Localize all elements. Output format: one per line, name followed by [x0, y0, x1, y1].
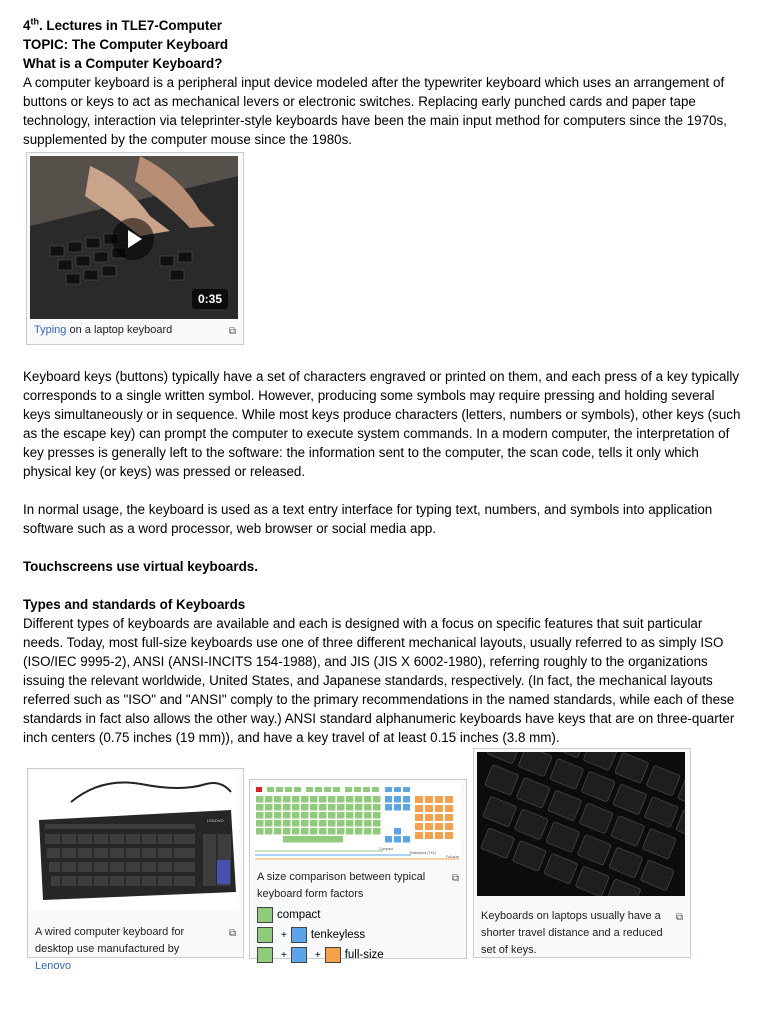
- layout-key: [403, 796, 410, 803]
- layout-key: [435, 823, 443, 830]
- layout-key: [364, 804, 372, 811]
- layout-key: [385, 787, 392, 792]
- layout-key: [385, 804, 392, 811]
- brand-mark: LENOVO: [207, 818, 224, 823]
- legend-compact: [257, 905, 459, 925]
- layout-key: [306, 787, 313, 792]
- layout-key: [328, 828, 336, 835]
- layout-key: [394, 828, 401, 835]
- layout-key: [319, 812, 327, 819]
- layout-key: [301, 796, 309, 803]
- layout-key: [319, 828, 327, 835]
- layout-key: [403, 836, 410, 843]
- layout-key: [425, 823, 433, 830]
- layout-key: [256, 812, 264, 819]
- layout-key: [267, 787, 274, 792]
- green-swatch: [257, 947, 273, 963]
- laptop-caption-text: Keyboards on laptops usually have a shorter travel distance and a reduced set of keys.: [481, 910, 663, 956]
- layout-key: [301, 804, 309, 811]
- layout-key: [364, 828, 372, 835]
- layout-key: [274, 804, 282, 811]
- layout-key: [435, 796, 443, 803]
- lecture-number: 4: [23, 18, 31, 33]
- paragraph-usage: In normal usage, the keyboard is used as a text entry interface for typing text, numbers, and symbols into application software such as a word processor, web browser or social media app.: [23, 502, 713, 536]
- green-swatch: [257, 907, 273, 923]
- layout-key: [355, 812, 363, 819]
- diagram-label-tenkeyless: Tenkeyless (TKL): [409, 851, 437, 855]
- layout-key: [274, 820, 282, 827]
- layout-key: [337, 828, 345, 835]
- layout-key: [403, 787, 410, 792]
- layout-key: [310, 804, 318, 811]
- layout-key: [274, 812, 282, 819]
- size-comparison-caption: [253, 866, 463, 903]
- wired-keyboard-caption: [31, 921, 240, 975]
- legend-label-tenkeyless: tenkeyless: [310, 929, 366, 941]
- legend-tenkeyless: [257, 925, 459, 945]
- layout-key: [415, 823, 423, 830]
- layout-key: [415, 832, 423, 839]
- layout-key: [394, 787, 401, 792]
- layout-key: [345, 787, 352, 792]
- layout-key: [425, 832, 433, 839]
- layout-key: [256, 804, 264, 811]
- laptop-keyboard-figure: [473, 748, 691, 958]
- layout-key: [265, 812, 273, 819]
- layout-key: [310, 812, 318, 819]
- layout-key: [256, 828, 264, 835]
- layout-key: [276, 787, 283, 792]
- typing-link[interactable]: Typing: [34, 324, 67, 336]
- diagram-label-compact: Compact: [379, 847, 394, 851]
- layout-key: [274, 828, 282, 835]
- wired-caption-text: A wired computer keyboard for desktop use manufactured by: [35, 926, 185, 955]
- layout-key: [364, 820, 372, 827]
- layout-key: [425, 796, 433, 803]
- layout-key: [283, 804, 291, 811]
- layout-key: [346, 796, 354, 803]
- layout-key: [355, 804, 363, 811]
- layout-key: [355, 828, 363, 835]
- layout-key: [292, 796, 300, 803]
- layout-key: [265, 804, 273, 811]
- lenovo-link[interactable]: Lenovo: [35, 960, 72, 972]
- layout-key: [328, 812, 336, 819]
- layout-key: [319, 796, 327, 803]
- wired-keyboard-image: [31, 772, 239, 910]
- layout-key: [294, 787, 301, 792]
- section-heading-types: Types and standards of Keyboards: [23, 597, 246, 612]
- plus-sign: +: [281, 929, 287, 941]
- size-comparison-figure: [249, 779, 467, 959]
- video-figure: [26, 152, 244, 345]
- touchscreen-note: Touchscreens use virtual keyboards.: [23, 559, 258, 574]
- layout-key: [363, 787, 370, 792]
- layout-key: [373, 796, 381, 803]
- layout-key: [301, 820, 309, 827]
- layout-key: [333, 787, 340, 792]
- legend-label-compact: compact: [277, 909, 321, 921]
- layout-key: [346, 812, 354, 819]
- video-duration: 0:35: [192, 289, 228, 309]
- layout-key: [403, 804, 410, 811]
- layout-key: [265, 828, 273, 835]
- layout-key: [315, 787, 322, 792]
- size-legend: [253, 903, 463, 965]
- video-caption: [30, 319, 240, 339]
- layout-key: [283, 820, 291, 827]
- layout-key: [292, 812, 300, 819]
- layout-key: [435, 805, 443, 812]
- layout-key: [373, 820, 381, 827]
- blue-swatch: [291, 927, 307, 943]
- layout-key: [310, 828, 318, 835]
- paragraph-intro: A computer keyboard is a peripheral input device modeled after the typewriter keyboard which uses an arrangement of buttons or keys to act as mechanical levers or electronic switches. Replacing early punched cards and paper tape technology, interaction via teleprinter-style keyboards have been the main input method for computers since the 1970s, supplemented by the computer mouse since the 1980s.: [23, 75, 727, 147]
- layout-key: [301, 828, 309, 835]
- enlarge-icon[interactable]: ⧉: [228, 928, 236, 939]
- document-body: [23, 16, 745, 149]
- document-body-continued: [23, 367, 745, 747]
- layout-key: [415, 805, 423, 812]
- layout-key: [256, 820, 264, 827]
- layout-key: [285, 787, 292, 792]
- lecture-title: [23, 16, 745, 35]
- layout-key: [265, 796, 273, 803]
- video-caption-text: on a laptop keyboard: [66, 324, 173, 336]
- layout-key: [283, 812, 291, 819]
- video-thumbnail[interactable]: [30, 156, 238, 319]
- layout-key: [394, 804, 401, 811]
- legend-fullsize: [257, 945, 459, 965]
- blue-swatch: [291, 947, 307, 963]
- layout-key: [346, 804, 354, 811]
- layout-key: [355, 796, 363, 803]
- enlarge-icon[interactable]: ⧉: [451, 873, 459, 884]
- legend-label-fullsize: full-size: [344, 949, 384, 961]
- layout-key: [337, 812, 345, 819]
- layout-key: [337, 796, 345, 803]
- layout-key: [354, 787, 361, 792]
- layout-key: [328, 804, 336, 811]
- layout-key: [346, 820, 354, 827]
- layout-key: [283, 796, 291, 803]
- layout-key: [435, 814, 443, 821]
- layout-key: [445, 814, 453, 821]
- laptop-keyboard-image: [477, 752, 685, 896]
- enlarge-icon[interactable]: ⧉: [228, 326, 236, 337]
- plus-sign: +: [314, 949, 321, 961]
- paragraph-keys: Keyboard keys (buttons) typically have a set of characters engraved or printed on them, and each press of a key typically corresponds to a single written symbol. However, producing some symbols may require pressing and holding several keys simultaneously or in sequence. While most keys produce characters (letters, numbers or symbols), other keys (such as the escape key) can prompt the computer to execute system commands. In a modern computer, the interpretation of key presses is generally left to the software: the information sent to the computer, the scan code, tells it only which physical key (or keys) was pressed or released.: [23, 369, 741, 479]
- layout-key: [373, 804, 381, 811]
- size-caption-text: A size comparison between typical keyboard form factors: [257, 871, 426, 900]
- layout-key: [310, 820, 318, 827]
- layout-key: [324, 787, 331, 792]
- layout-key: [445, 832, 453, 839]
- layout-key: [319, 804, 327, 811]
- layout-key: [328, 796, 336, 803]
- layout-key: [385, 796, 392, 803]
- layout-key: [364, 796, 372, 803]
- keyboard-layout-diagram: [253, 783, 461, 861]
- layout-key: [445, 796, 453, 803]
- laptop-keyboard-caption: [477, 905, 687, 959]
- layout-key: [328, 820, 336, 827]
- topic-heading: TOPIC: The Computer Keyboard: [23, 37, 229, 52]
- layout-key: [337, 820, 345, 827]
- escape-key: [256, 787, 262, 792]
- layout-key: [256, 796, 264, 803]
- ordinal-suffix: th: [30, 16, 39, 27]
- layout-key: [372, 787, 379, 792]
- layout-key: [394, 836, 401, 843]
- layout-key: [301, 812, 309, 819]
- plus-sign: +: [281, 949, 287, 961]
- layout-key: [415, 796, 423, 803]
- layout-key: [337, 804, 345, 811]
- layout-key: [394, 796, 401, 803]
- layout-key: [355, 820, 363, 827]
- layout-key: [364, 812, 372, 819]
- paragraph-types: Different types of keyboards are available and each is designed with a focus on specific features that suit particular needs. Today, most full-size keyboards use one of three different mechanical layouts, usually referred to as simply ISO (ISO/IEC 9995-2), ANSI (ANSI-INCITS 154-1988), and JIS (JIS X 6002-1980), referring roughly to the organizations issuing the relevant worldwide, United States, and Japanese standards, respectively. (In fact, the mechanical layouts referred such as "ISO" and "ANSI" comply to the primary recommendations in the named standards, while each of these standards in fact also allows the other way.) ANSI standard alphanumeric keyboards have keys that are on three-quarter inch centers (0.75 inches (19 mm)), and have a key travel of at least 0.15 inches (3.8 mm).: [23, 616, 735, 745]
- layout-key: [385, 836, 392, 843]
- layout-key: [415, 814, 423, 821]
- orange-swatch: [325, 947, 341, 963]
- layout-key: [274, 796, 282, 803]
- green-swatch: [257, 927, 273, 943]
- layout-key: [310, 796, 318, 803]
- layout-key: [445, 823, 453, 830]
- layout-key: [283, 836, 343, 843]
- layout-key: [265, 820, 273, 827]
- layout-key: [283, 828, 291, 835]
- layout-key: [435, 832, 443, 839]
- layout-key: [425, 805, 433, 812]
- enlarge-icon[interactable]: ⧉: [675, 912, 683, 923]
- lecture-title-rest: . Lectures in TLE7-Computer: [38, 18, 222, 33]
- layout-key: [292, 804, 300, 811]
- layout-key: [373, 812, 381, 819]
- wired-keyboard-figure: [27, 768, 244, 972]
- layout-key: [346, 828, 354, 835]
- section-heading-what: What is a Computer Keyboard?: [23, 56, 223, 71]
- layout-key: [292, 828, 300, 835]
- layout-key: [425, 814, 433, 821]
- layout-key: [319, 820, 327, 827]
- layout-key: [373, 828, 381, 835]
- layout-key: [445, 805, 453, 812]
- layout-key: [292, 820, 300, 827]
- diagram-label-fullsize: Full-size: [446, 855, 460, 859]
- play-button[interactable]: [112, 218, 154, 260]
